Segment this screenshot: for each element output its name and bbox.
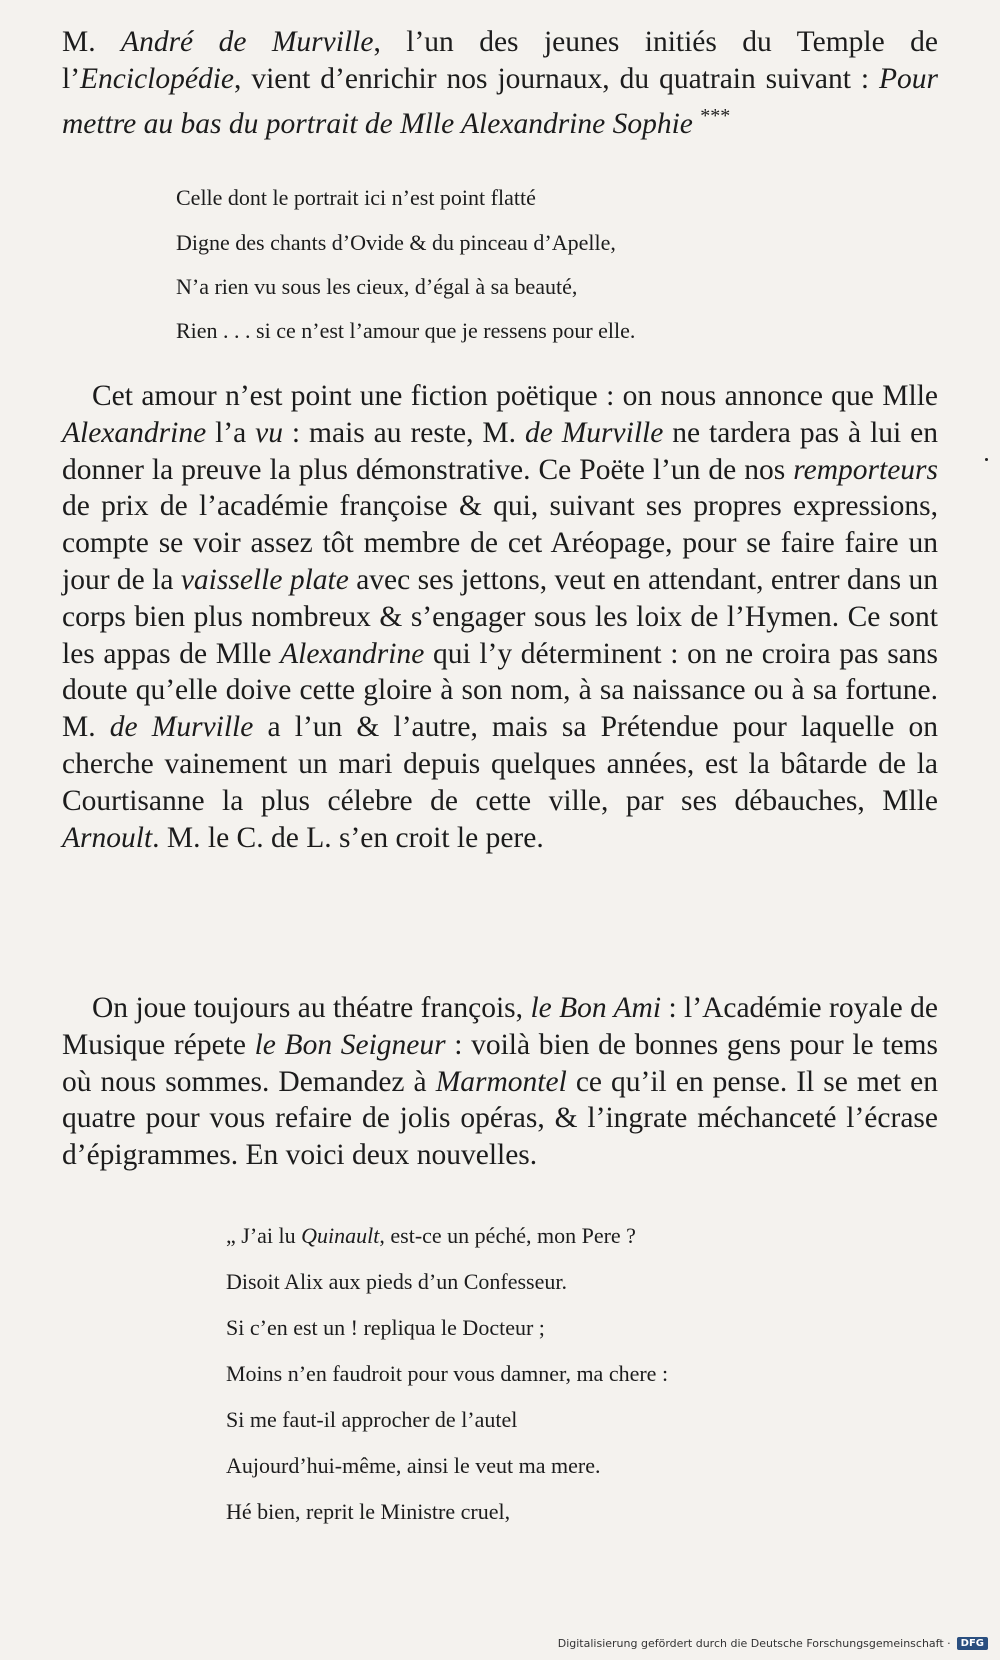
name-andre-de-murville: André de Murville <box>121 26 374 58</box>
encyclopedie: Enciclopédie <box>80 62 235 95</box>
name-marmontel: Marmontel <box>435 1065 567 1098</box>
digitization-credit <box>558 1637 988 1650</box>
verse-line: Si c’en est un ! repliqua le Docteur ; <box>226 1315 545 1340</box>
word-remporteurs: remporteurs <box>793 453 938 486</box>
name-murville: de Murville <box>524 416 664 449</box>
name-alexandrine: Alexandrine <box>280 637 425 670</box>
credit-text: Digitalisierung gefördert durch die Deutsche Forschungsgemeinschaft · <box>557 1637 951 1650</box>
name-murville: de Murville <box>109 711 254 744</box>
verse-line: „ J’ai lu Quinault, est-ce un péché, mon Pere ? <box>226 1223 636 1248</box>
quatrain-title: Pour mettre au bas du portrait de Mlle Alexandrine Sophie <box>62 62 938 140</box>
verse-line: Hé bien, reprit le Ministre cruel, <box>226 1499 511 1524</box>
verse-line: Moins n’en faudroit pour vous damner, ma chere : <box>226 1361 669 1386</box>
verse-line: Digne des chants d’Ovide & du pinceau d’Apelle, <box>176 230 616 255</box>
asterisks: *** <box>700 104 731 127</box>
name-quinault: Quinault <box>301 1223 380 1248</box>
dfg-logo-icon: DFG <box>957 1637 988 1650</box>
title-bon-ami: le Bon Ami <box>530 992 662 1024</box>
paragraph-amour: Cet amour n’est point une fiction poëtique : on nous annonce que Mlle Alexandrine l’a vu : mais au reste, M. de Murville ne tardera pas à lui en donner la preuve la plus démonstrative. Ce Poëte l’un de nos remporteurs de prix de l’académie françoise & qui, suivant ses propres expressions, compte se voir assez tôt membre de cet Aréopage, pour se faire faire un jour de la vaisselle plate avec ses jettons, veut en attendant, entrer dans un corps bien plus nombreux & s’engager sous les loix de l’Hymen. Ce sont les appas de Mlle Alexandrine qui l’y déterminent : on ne croira pas sans doute qu’elle doive cette gloire à son nom, à sa naissance ou à sa fortune. M. de Murville a l’un & l’autre, mais sa Prétendue pour laquelle on cherche vainement un mari depuis quelques années, est la bâtarde de la Courtisanne la plus célebre de cette ville, par ses débauches, Mlle Arnoult. M. le C. de L. s’en croit le pere. <box>62 380 938 854</box>
verse-line: Celle dont le portrait ici n’est point flatté <box>176 185 536 210</box>
paragraph-murville-intro: M. André de Murville, l’un des jeunes initiés du Temple de l’Enciclopédie, vient d’enrichir nos journaux, du quatrain suivant : Pour mettre au bas du portrait de Mlle Alexandrine Sophie *** <box>62 26 938 140</box>
name-alexandrine: Alexandrine <box>62 416 207 449</box>
ink-speck <box>985 458 988 461</box>
word-vaisselle-plate: vaisselle plate <box>180 563 349 596</box>
verse-line: Rien . . . si ce n’est l’amour que je ressens pour elle. <box>176 318 636 343</box>
verse-line: Aujourd’hui-même, ainsi le veut ma mere. <box>226 1453 601 1478</box>
paragraph-theatre: On joue toujours au théatre françois, le Bon Ami : l’Académie royale de Musique répete le Bon Seigneur : voilà bien de bonnes gens pour le tems où nous sommes. Demandez à Marmontel ce qu’il en pense. Il se met en quatre pour vous refaire de jolis opéras, & l’ingrate méchanceté l’écrase d’épigrammes. En voici deux nouvelles. <box>62 992 938 1172</box>
title-bon-seigneur: le Bon Seigneur <box>254 1028 446 1061</box>
verse-line: Disoit Alix aux pieds d’un Confesseur. <box>226 1269 567 1294</box>
verse-line: Si me faut-il approcher de l’autel <box>226 1407 518 1432</box>
word-vu: vu <box>255 416 283 449</box>
name-arnoult: Arnoult <box>62 821 153 854</box>
verse-line: N’a rien vu sous les cieux, d’égal à sa beauté, <box>176 274 578 299</box>
